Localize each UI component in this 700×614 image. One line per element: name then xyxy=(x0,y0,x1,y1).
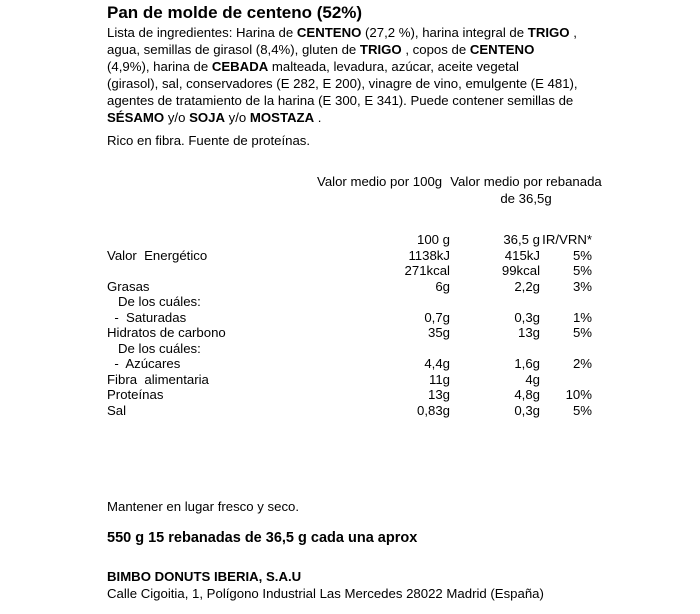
nutrient-label: Fibra alimentaria xyxy=(107,371,209,387)
value-per-100g: 11g xyxy=(428,371,450,387)
company-name: BIMBO DONUTS IBERIA, S.A.U xyxy=(107,569,302,584)
ingredient-text: malteada, levadura, azúcar, aceite vegetal xyxy=(268,59,519,74)
nutrition-row xyxy=(107,294,592,310)
value-percent-ri: 3% xyxy=(572,278,592,294)
nutrition-row xyxy=(107,403,592,419)
value-percent-ri: 5% xyxy=(572,325,592,341)
nutrition-row xyxy=(107,325,592,341)
nutrient-label: - Azúcares xyxy=(107,356,181,372)
nutrient-label xyxy=(107,263,347,279)
value-per-slice: 0,3g xyxy=(514,309,540,325)
ingredient-text: (27,2 %), harina integral de xyxy=(361,25,528,40)
value-percent-ri xyxy=(540,372,592,388)
nutrition-row xyxy=(107,279,592,295)
value-percent-ri xyxy=(540,294,592,310)
allergen-text: TRIGO xyxy=(527,25,570,40)
ingredient-text: y/o xyxy=(164,110,190,125)
ingredients-line xyxy=(107,41,587,58)
nutrition-table xyxy=(107,232,592,418)
ingredient-text: agua, semillas de girasol (8,4%), gluten de xyxy=(107,42,360,57)
storage-instructions: Mantener en lugar fresco y seco. xyxy=(107,499,300,514)
allergen-text: CENTENO xyxy=(469,42,535,57)
ingredients-line xyxy=(107,109,587,126)
ingredient-text: . xyxy=(314,110,322,125)
value-per-slice xyxy=(450,294,540,310)
allergen-text: SOJA xyxy=(189,110,225,125)
value-per-slice: 4,8g xyxy=(514,387,540,403)
nutrient-label: Grasas xyxy=(107,278,150,294)
net-weight: 550 g 15 rebanadas de 36,5 g cada una aprox xyxy=(107,530,418,546)
ingredient-text: (girasol), sal, conservadores (E 282, E 200), vinagre de vino, emulgente (E 481), xyxy=(107,76,578,91)
nutrition-row xyxy=(107,263,592,279)
column-heading-per-slice: Valor medio por rebanada de 36,5g xyxy=(450,174,602,206)
ingredients-line xyxy=(107,24,587,41)
value-per-slice: 0,3g xyxy=(514,402,540,418)
allergen-text: TRIGO xyxy=(359,42,402,57)
value-per-100g: 6g xyxy=(435,278,450,294)
value-per-100g xyxy=(347,294,450,310)
nutrition-row xyxy=(107,310,592,326)
nutrition-row xyxy=(107,248,592,264)
value-per-slice: 2,2g xyxy=(514,278,540,294)
allergen-text: CENTENO xyxy=(296,25,362,40)
value-per-slice: 99kcal xyxy=(501,263,540,279)
ingredient-text: agentes de tratamiento de la harina (E 300, E 341). Puede contener semillas de xyxy=(107,93,574,108)
value-per-100g xyxy=(347,341,450,357)
value-percent-ri: 10% xyxy=(565,387,592,403)
ingredient-text: , copos de xyxy=(401,42,470,57)
value-percent-ri: 5% xyxy=(572,247,592,263)
value-per-100g: 1138kJ xyxy=(408,247,450,263)
allergen-text: MOSTAZA xyxy=(249,110,315,125)
product-title: Pan de molde de centeno (52%) xyxy=(107,3,363,22)
ingredients-line xyxy=(107,92,587,109)
value-per-slice: 1,6g xyxy=(514,356,540,372)
value-per-slice: 415kJ xyxy=(504,247,540,263)
value-percent-ri: 5% xyxy=(572,263,592,279)
nutrient-label: Valor Energético xyxy=(107,247,208,263)
value-per-slice: 36,5 g xyxy=(503,232,540,248)
ingredients-line xyxy=(107,58,587,75)
nutrition-row xyxy=(107,356,592,372)
nutrient-label: Proteínas xyxy=(107,387,164,403)
value-percent-ri: IR/VRN* xyxy=(542,232,592,248)
value-per-slice: 4g xyxy=(525,371,540,387)
value-percent-ri: 5% xyxy=(572,402,592,418)
nutrition-row xyxy=(107,372,592,388)
ingredient-text: y/o xyxy=(225,110,250,125)
company-address: Calle Cigoitia, 1, Polígono Industrial Las Mercedes 28022 Madrid (España) xyxy=(107,586,544,601)
value-per-slice: 13g xyxy=(517,325,540,341)
allergen-text: CEBADA xyxy=(211,59,269,74)
nutrient-label xyxy=(107,232,347,248)
value-per-slice xyxy=(450,341,540,357)
nutrient-label: De los cuáles: xyxy=(107,294,201,310)
allergen-text: SÉSAMO xyxy=(107,110,165,125)
nutrient-label: De los cuáles: xyxy=(107,340,201,356)
ingredients-list xyxy=(107,24,587,126)
value-per-100g: 271kcal xyxy=(404,263,450,279)
value-per-100g: 13g xyxy=(427,387,450,403)
value-percent-ri: 2% xyxy=(572,356,592,372)
nutrient-label: Hidratos de carbono xyxy=(107,325,226,341)
nutrition-row xyxy=(107,232,592,248)
ingredient-text: , xyxy=(569,25,577,40)
ingredient-text: Lista de ingredientes: Harina de xyxy=(107,25,297,40)
ingredients-line xyxy=(107,75,587,92)
nutrient-label: - Saturadas xyxy=(107,309,187,325)
ingredient-text: (4,9%), harina de xyxy=(107,59,212,74)
value-per-100g: 0,7g xyxy=(424,309,450,325)
column-heading-per-100g: Valor medio por 100g xyxy=(317,174,443,189)
nutrient-label: Sal xyxy=(107,402,127,418)
value-percent-ri: 1% xyxy=(572,309,592,325)
value-per-100g: 100 g xyxy=(416,232,450,248)
value-percent-ri xyxy=(540,341,592,357)
nutrition-row xyxy=(107,341,592,357)
nutrition-claims: Rico en fibra. Fuente de proteínas. xyxy=(107,133,311,148)
value-per-100g: 0,83g xyxy=(416,402,450,418)
value-per-100g: 35g xyxy=(427,325,450,341)
nutrition-row xyxy=(107,387,592,403)
value-per-100g: 4,4g xyxy=(424,356,450,372)
